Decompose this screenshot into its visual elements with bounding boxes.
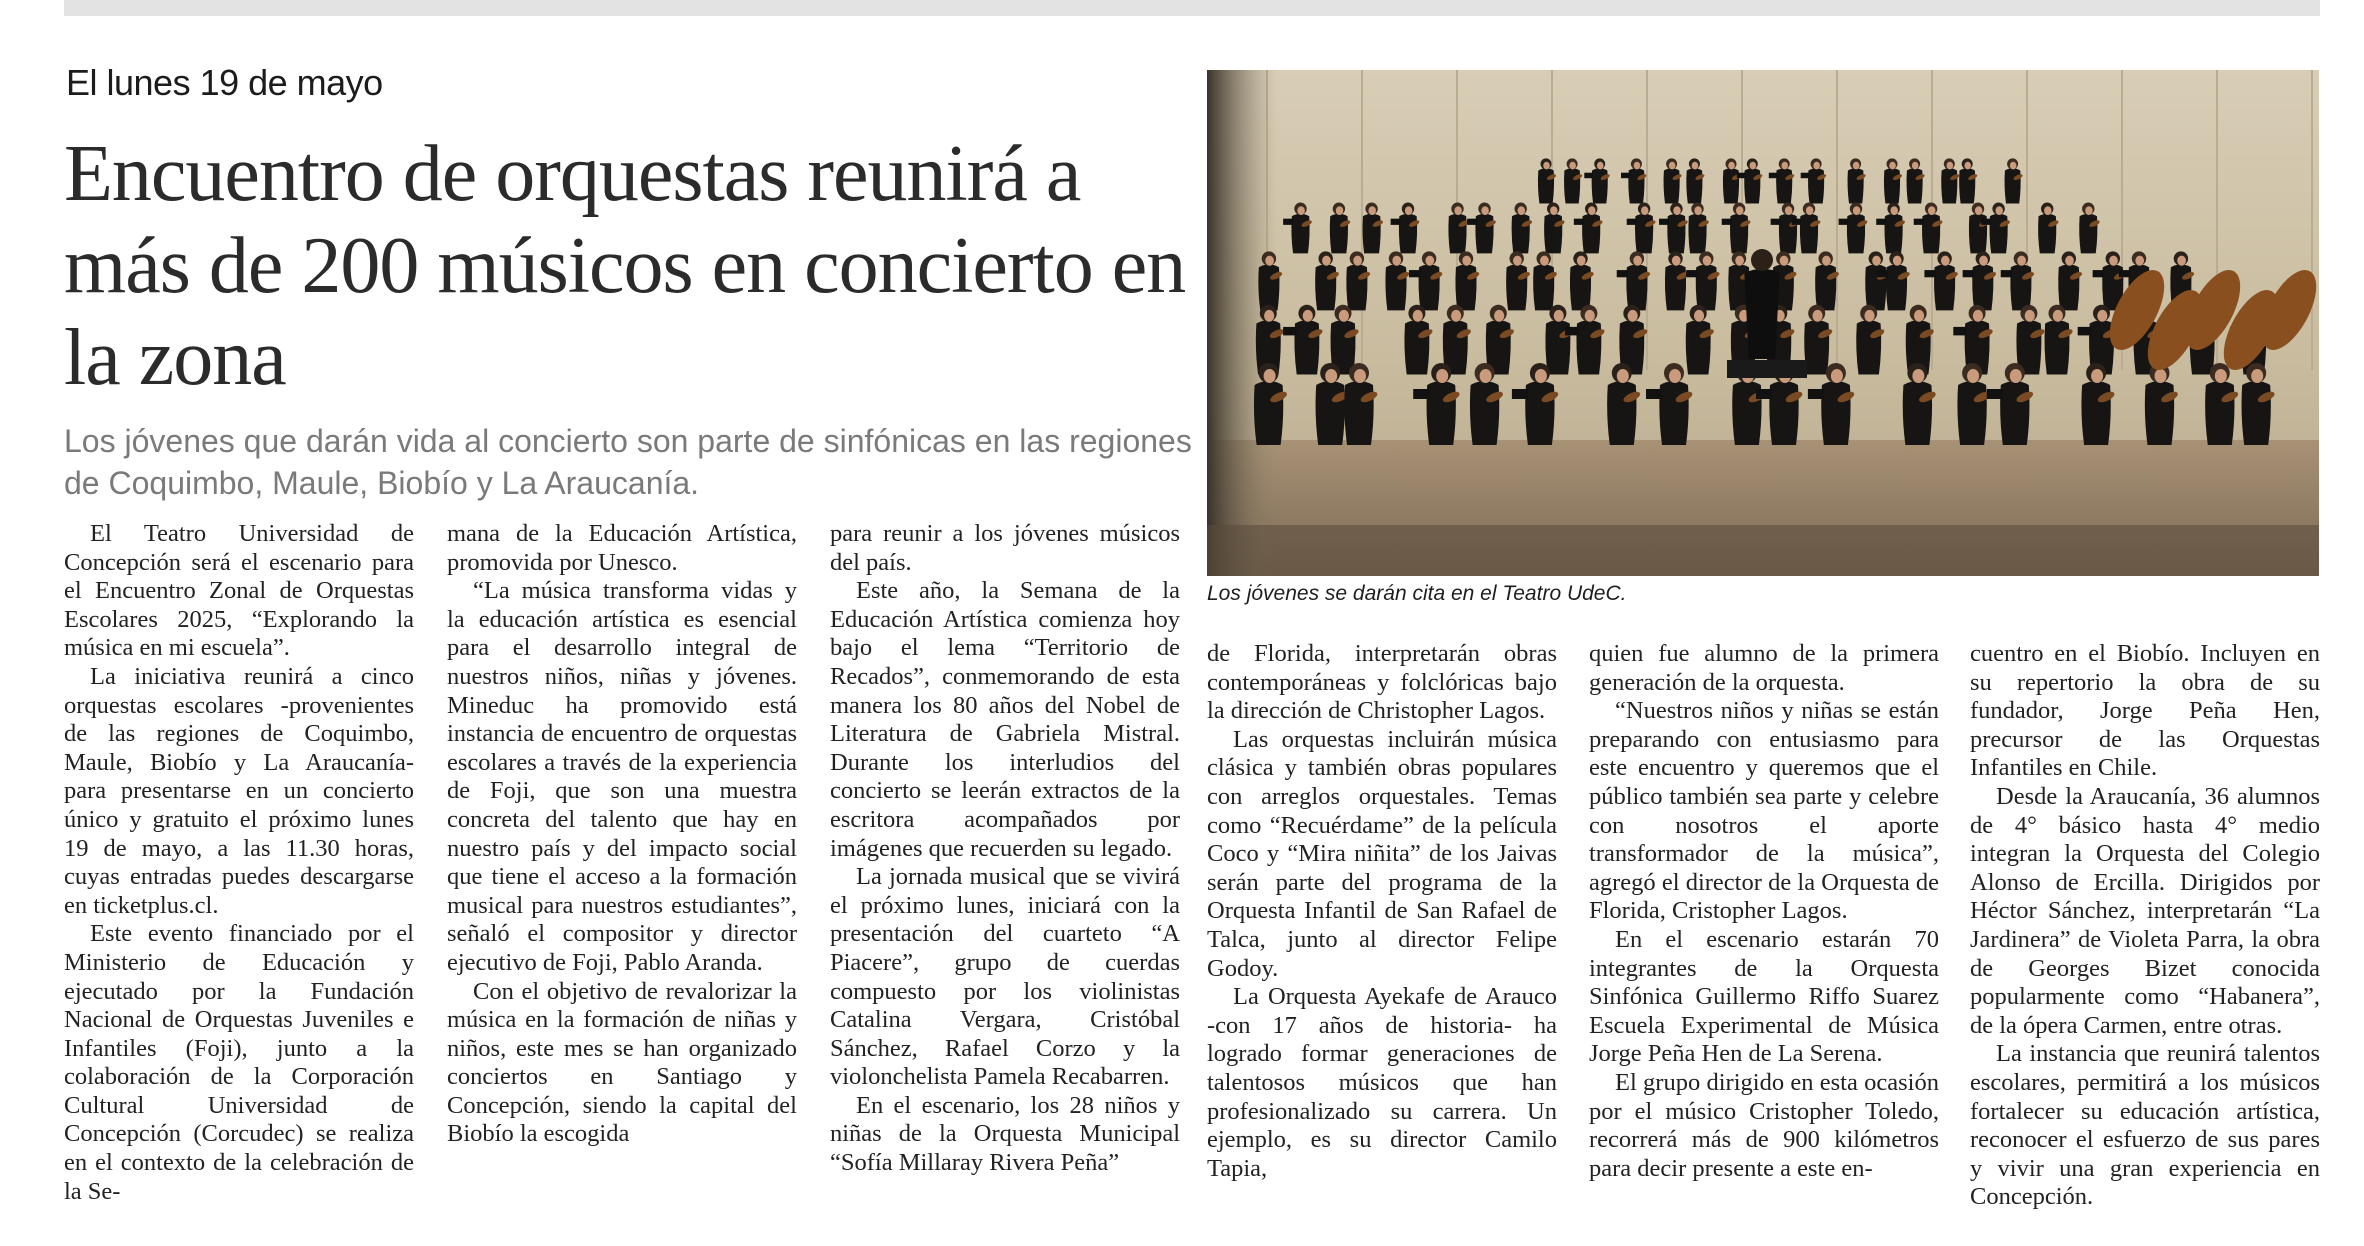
- paragraph: “La música transforma vidas y la educación artística es esencial para el desarrollo integral de nuestros niños, niñas y jóvenes. Mineduc ha promovido está instancia de encuentro de orquestas escolares a través de la experiencia de Foji, que son una muestra concreta del talento que hay en nuestro país y del impacto social que tiene el acceso a la formación musical para nuestros estudiantes”, señaló el compositor y director ejecutivo de Foji, Pablo Aranda.: [447, 577, 797, 976]
- photo-caption: Los jóvenes se darán cita en el Teatro UdeC.: [1207, 582, 1627, 605]
- paragraph: “Nuestros niños y niñas se están preparando con entusiasmo para este encuentro y queremos que el público también sea parte y celebre con nosotros el aporte transformador de la música”, agregó el director de la Orquesta de Florida, Cristopher Lagos.: [1589, 697, 1939, 925]
- paragraph: El Teatro Universidad de Concepción será el escenario para el Encuentro Zonal de Orquestas Escolares 2025, “Explorando la música en mi escuela”.: [64, 520, 414, 662]
- body-column-4: [1207, 640, 1557, 1183]
- paragraph: Desde la Araucanía, 36 alumnos de 4° básico hasta 4° medio integran la Orquesta del Colegio Alonso de Ercilla. Dirigidos por Héctor Sánchez, interpretarán “La Jardinera” de Violeta Parra, la obra de Georges Bizet conocida popularmente como “Habanera”, de la ópera Carmen, entre otras.: [1970, 782, 2320, 1039]
- paragraph: En el escenario, los 28 niños y niñas de la Orquesta Municipal “Sofía Millaray Rivera Peña”: [830, 1091, 1180, 1177]
- paragraph: para reunir a los jóvenes músicos del país.: [830, 520, 1180, 576]
- body-column-2: [447, 520, 797, 1149]
- paragraph: La instancia que reunirá talentos escolares, permitirá a los músicos fortalecer su educación artística, reconocer el esfuerzo de sus pares y vivir una gran experiencia en Concepción.: [1970, 1040, 2320, 1211]
- paragraph: La Orquesta Ayekafe de Arauco -con 17 años de historia- ha logrado formar generaciones de talentosos músicos que han profesionalizado su carrera. Un ejemplo, es su director Camilo Tapia,: [1207, 983, 1557, 1182]
- subhead: Los jóvenes que darán vida al concierto son parte de sinfónicas en las regiones de Coquimbo, Maule, Biobío y La Araucanía.: [64, 423, 1192, 501]
- body-column-1: [64, 520, 414, 1206]
- paragraph: de Florida, interpretarán obras contemporáneas y folclóricas bajo la dirección de Christopher Lagos.: [1207, 640, 1557, 725]
- paragraph: Las orquestas incluirán música clásica y también obras populares con arreglos orquestales. Temas como “Recuérdame” de la película Coco y “Mira niñita” de los Jaivas serán parte del programa de la Orquesta Infantil de San Rafael de Talca, junto al director Felipe Godoy.: [1207, 725, 1557, 982]
- headline: Encuentro de orquestas reunirá a más de 200 músicos en concierto en la zona: [64, 130, 1186, 402]
- paragraph: Este evento financiado por el Ministerio de Educación y ejecutado por la Fundación Nacional de Orquestas Juveniles e Infantiles (Foji), junto a la colaboración de la Corporación Cultural Universidad de Concepción (Corcudec) se realiza en el contexto de la celebración de la Se-: [64, 920, 414, 1205]
- body-column-3: [830, 520, 1180, 1178]
- paragraph: cuentro en el Biobío. Incluyen en su repertorio la obra de su fundador, Jorge Peña Hen, precursor de las Orquestas Infantiles en Chile.: [1970, 640, 2320, 782]
- paragraph: Con el objetivo de revalorizar la música en la formación de niñas y niños, este mes se han organizado conciertos en Santiago y Concepción, siendo la capital del Biobío la escogida: [447, 977, 797, 1148]
- paragraph: La jornada musical que se vivirá el próximo lunes, iniciará con la presentación del cuarteto “A Piacere”, grupo de cuerdas compuesto por los violinistas Catalina Vergara, Cristóbal Sánchez, Rafael Corzo y la violonchelista Pamela Recabarren.: [830, 863, 1180, 1091]
- kicker: El lunes 19 de mayo: [66, 62, 383, 103]
- paragraph: mana de la Educación Artística, promovida por Unesco.: [447, 520, 797, 576]
- paragraph: El grupo dirigido en esta ocasión por el músico Cristopher Toledo, recorrerá más de 900 kilómetros para decir presente a este en-: [1589, 1068, 1939, 1182]
- orchestra-photo: [1207, 70, 2319, 576]
- body-column-6: [1970, 640, 2320, 1212]
- paragraph: Este año, la Semana de la Educación Artística comienza hoy bajo el lema “Territorio de Recados”, conmemorando de esta manera los 80 años del Nobel de Literatura de Gabriela Mistral. Durante los interludios del concierto se leerán extractos de la escritora acompañados por imágenes que recuerden su legado.: [830, 577, 1180, 862]
- body-column-5: [1589, 640, 1939, 1183]
- paragraph: La iniciativa reunirá a cinco orquestas escolares -provenientes de las regiones de Coquimbo, Maule, Biobío y La Araucanía- para presentarse en un concierto único y gratuito el próximo lunes 19 de mayo, a las 11.30 horas, cuyas entradas puedes descargarse en ticketplus.cl.: [64, 662, 414, 919]
- paragraph: quien fue alumno de la primera generación de la orquesta.: [1589, 640, 1939, 696]
- top-rule: [64, 0, 2320, 16]
- paragraph: En el escenario estarán 70 integrantes de la Orquesta Sinfónica Guillermo Riffo Suarez Escuela Experimental de Música Jorge Peña Hen de La Serena.: [1589, 925, 1939, 1068]
